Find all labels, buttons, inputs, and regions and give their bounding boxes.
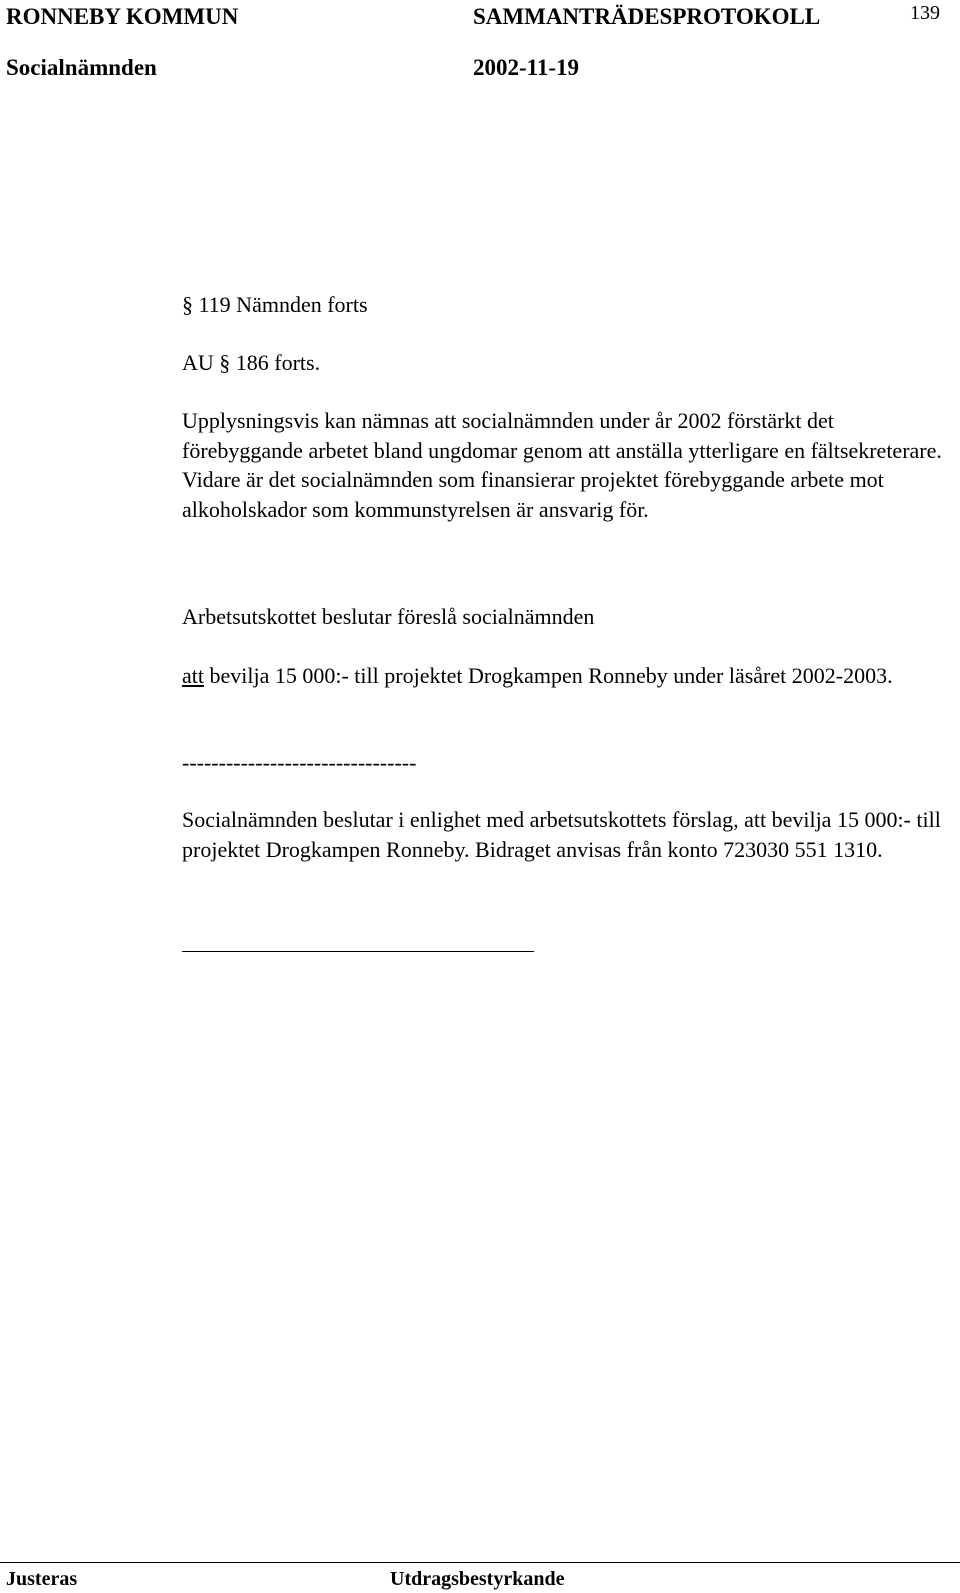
footer-utdragsbestyrkande: Utdragsbestyrkande — [390, 1568, 565, 1590]
paragraph-decision: Socialnämnden beslutar i enlighet med arbetsutskottets förslag, att bevilja 15 000:- till projektet Drogkampen Ronneby. Bidraget anvisas från konto 723030 551 1310. — [182, 807, 941, 862]
document-type: SAMMANTRÄDESPROTOKOLL — [473, 4, 821, 29]
paragraph-info: Upplysningsvis kan nämnas att socialnämnden under år 2002 förstärkt det förebyggande arbetet bland ungdomar genom att anställa ytterligare en fältsekreterare. Vidare är det socialnämnden som finansierar projektet förebyggande arbete mot alkoholskador som kommunstyrelsen är ansvarig för. — [182, 408, 942, 522]
committee-name: Socialnämnden — [6, 55, 157, 80]
footer-rule — [0, 1562, 960, 1563]
decision-proposal — [182, 661, 952, 691]
end-rule — [182, 951, 534, 952]
att-keyword: att — [182, 663, 204, 688]
paragraph-proposal: Arbetsutskottet beslutar föreslå socialnämnden — [182, 604, 595, 629]
decision-text: bevilja 15 000:- till projektet Drogkampen Ronneby under läsåret 2002-2003. — [204, 663, 893, 688]
separator-dashes: -------------------------------- — [182, 750, 417, 775]
footer-justeras: Justeras — [6, 1568, 78, 1590]
org-name: RONNEBY KOMMUN — [6, 4, 239, 29]
au-heading: AU § 186 forts. — [182, 350, 321, 375]
page-number: 139 — [910, 2, 940, 24]
section-heading: § 119 Nämnden forts — [182, 292, 368, 317]
meeting-date: 2002-11-19 — [473, 55, 580, 80]
